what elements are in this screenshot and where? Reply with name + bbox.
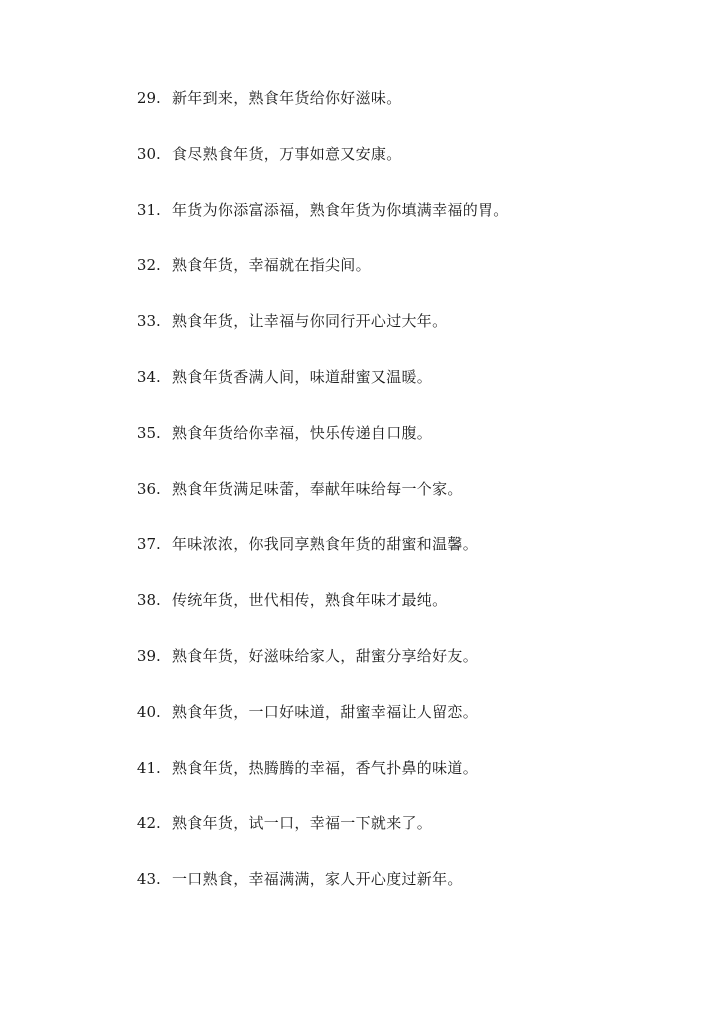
list-item bbox=[120, 644, 680, 700]
item-text: 熟食年货，热腾腾的幸福，香气扑鼻的味道。 bbox=[172, 758, 479, 777]
item-number: 36 bbox=[136, 479, 156, 498]
list-item bbox=[120, 700, 680, 756]
item-dot: . bbox=[156, 367, 161, 386]
list-item bbox=[120, 532, 680, 588]
item-number: 38 bbox=[136, 591, 156, 610]
item-dot: . bbox=[156, 200, 161, 219]
item-text: 熟食年货，一口好味道，甜蜜幸福让人留恋。 bbox=[172, 702, 479, 721]
item-number: 30 bbox=[136, 144, 156, 163]
item-text: 熟食年货满足味蕾，奉献年味给每一个家。 bbox=[172, 479, 463, 498]
list-item bbox=[120, 588, 680, 644]
item-dot: . bbox=[156, 758, 161, 777]
list-item bbox=[120, 309, 680, 365]
item-number: 41 bbox=[136, 758, 156, 777]
item-text: 年货为你添富添福，熟食年货为你填满幸福的胃。 bbox=[172, 200, 509, 219]
item-number: 43 bbox=[136, 870, 156, 889]
item-text: 熟食年货，幸福就在指尖间。 bbox=[172, 256, 371, 275]
item-number: 39 bbox=[136, 646, 156, 665]
list-item bbox=[120, 867, 680, 923]
item-text: 食尽熟食年货，万事如意又安康。 bbox=[172, 144, 402, 163]
item-text: 年味浓浓，你我同享熟食年货的甜蜜和温馨。 bbox=[172, 535, 479, 554]
item-number: 34 bbox=[136, 367, 156, 386]
item-dot: . bbox=[156, 144, 161, 163]
item-text: 新年到来，熟食年货给你好滋味。 bbox=[172, 89, 402, 107]
item-dot: . bbox=[156, 535, 161, 554]
item-dot: . bbox=[156, 89, 161, 107]
item-number: 35 bbox=[136, 423, 156, 442]
item-text: 一口熟食，幸福满满，家人开心度过新年。 bbox=[172, 870, 463, 889]
item-number: 42 bbox=[136, 814, 156, 833]
item-dot: . bbox=[156, 814, 161, 833]
item-text: 熟食年货，让幸福与你同行开心过大年。 bbox=[172, 312, 448, 331]
list-item bbox=[120, 253, 680, 309]
item-number: 32 bbox=[136, 256, 156, 275]
slogan-list bbox=[120, 86, 680, 923]
item-number: 31 bbox=[136, 200, 156, 219]
list-item bbox=[120, 421, 680, 477]
list-item bbox=[120, 811, 680, 867]
item-text: 熟食年货，好滋味给家人，甜蜜分享给好友。 bbox=[172, 646, 479, 665]
list-item bbox=[120, 86, 680, 142]
item-dot: . bbox=[156, 423, 161, 442]
item-dot: . bbox=[156, 256, 161, 275]
item-text: 熟食年货，试一口，幸福一下就来了。 bbox=[172, 814, 433, 833]
item-dot: . bbox=[156, 870, 161, 889]
item-dot: . bbox=[156, 702, 161, 721]
list-item bbox=[120, 756, 680, 812]
item-number: 29 bbox=[136, 89, 156, 107]
item-number: 40 bbox=[136, 702, 156, 721]
list-item bbox=[120, 477, 680, 533]
item-text: 熟食年货香满人间，味道甜蜜又温暖。 bbox=[172, 367, 433, 386]
item-dot: . bbox=[156, 646, 161, 665]
list-item bbox=[120, 142, 680, 198]
item-dot: . bbox=[156, 312, 161, 331]
item-number: 37 bbox=[136, 535, 156, 554]
list-item bbox=[120, 198, 680, 254]
item-number: 33 bbox=[136, 312, 156, 331]
item-text: 熟食年货给你幸福，快乐传递自口腹。 bbox=[172, 423, 433, 442]
item-dot: . bbox=[156, 479, 161, 498]
item-text: 传统年货，世代相传，熟食年味才最纯。 bbox=[172, 591, 448, 610]
item-dot: . bbox=[156, 591, 161, 610]
list-item bbox=[120, 365, 680, 421]
